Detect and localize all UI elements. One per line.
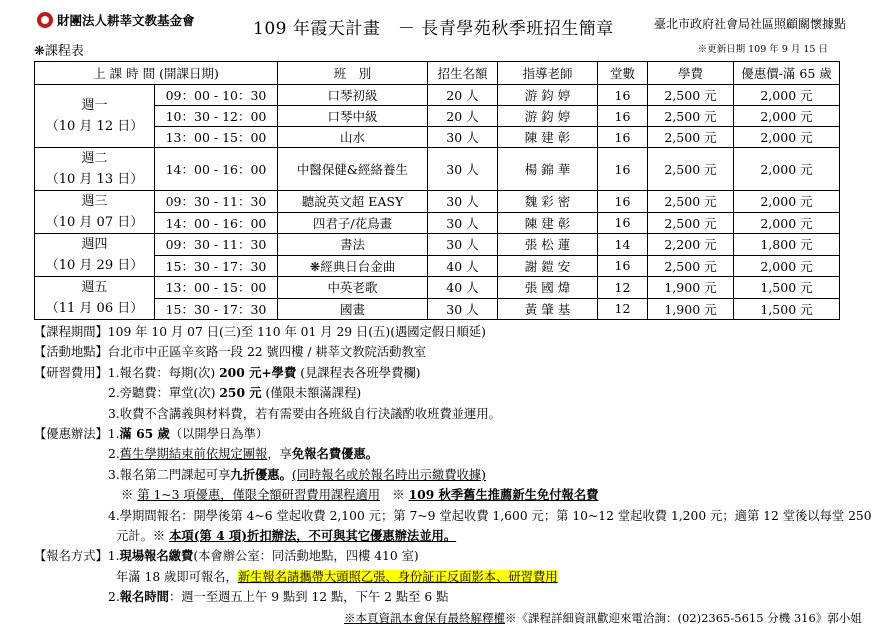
disc-3b: 九折優惠。: [230, 466, 292, 482]
updated-date: ※更新日期 109 年 9 月 15 日: [697, 44, 828, 55]
location-row: [34, 342, 854, 362]
header-class: 班 別: [278, 62, 428, 85]
header-time: 上 課 時 間 (開課日期): [35, 62, 278, 85]
cell-class: 國畫: [278, 298, 428, 320]
table-row: [35, 85, 840, 106]
location-text: 台北市中正區辛亥路一段 22 號四樓 / 耕莘文教院活動教室: [107, 345, 427, 360]
cell-fee: 2,500 元: [648, 212, 734, 234]
cell-class: 中醫保健&經絡養生: [278, 148, 428, 191]
cell-class: ❋經典日台金曲: [278, 255, 428, 277]
cell-discount: 2,000 元: [734, 255, 840, 277]
cell-discount: 2,000 元: [734, 127, 840, 148]
header-quota: 招生名額: [428, 62, 498, 85]
table-row: [35, 191, 840, 213]
fee-1a: 1.報名費：每期(次): [107, 365, 216, 380]
day-cell: [35, 234, 155, 277]
day-name: 週一: [81, 98, 108, 113]
disc-3a: 3.報名第二門課起可享: [108, 467, 231, 482]
section-title: ❋課程表: [34, 44, 84, 59]
signup-2b: 新生報名請攜帶大頭照乙張、身份証正反面影本、研習費用: [237, 569, 558, 584]
page-title: 109 年霞天計畫 － 長青學苑秋季班招生簡章: [253, 19, 614, 39]
start-date: （10 月 13 日）: [45, 172, 144, 187]
cell-fee: 2,500 元: [648, 255, 734, 277]
day-name: 週五: [81, 280, 108, 295]
cell-time: 13：00 - 15：00: [155, 277, 278, 299]
cell-class: 山水: [278, 127, 428, 148]
disc-2b: 舊生學期結束前依規定團報: [119, 447, 268, 462]
disc-2c: ，享: [267, 447, 292, 462]
disc-4b: 元計。※: [116, 529, 166, 544]
header-discount: 優惠價-滿 65 歲: [734, 62, 840, 85]
cell-discount: 2,000 元: [734, 85, 840, 106]
cell-class: 中英老歌: [278, 277, 428, 299]
cell-sessions: 16: [598, 127, 648, 148]
day-cell: [35, 191, 155, 234]
cell-fee: 2,500 元: [648, 191, 734, 213]
cell-sessions: 16: [598, 212, 648, 234]
cell-class: 口琴中級: [278, 106, 428, 127]
cell-quota: 30 人: [428, 298, 498, 320]
period-row: [34, 322, 854, 342]
cell-fee: 1,900 元: [648, 277, 734, 299]
cell-sessions: 12: [598, 277, 648, 299]
cell-class: 聽說英文超 EASY: [278, 191, 428, 213]
cell-quota: 20 人: [428, 85, 498, 106]
cell-teacher: 張 松 蓮: [498, 234, 598, 256]
cell-quota: 30 人: [428, 234, 498, 256]
signup-2a: 年滿 18 歲即可報名，: [116, 569, 238, 584]
signup-1a: 1.: [107, 549, 120, 564]
signup-label: 【報名方式】: [34, 549, 108, 564]
org-logo-icon: [37, 12, 53, 28]
cell-teacher: 謝 鎧 安: [498, 255, 598, 277]
table-row: [35, 255, 840, 277]
signup-1b: 現場報名繳費: [119, 548, 194, 564]
day-name: 週二: [81, 151, 108, 166]
cell-discount: 1,500 元: [734, 277, 840, 299]
disc-4: 4.學期間報名：開學後第 4~6 堂起收費 2,100 元；第 7~9 堂起收費 1,600 元；第 10~12 堂起收費 1,200 元；適第 12 堂後以每堂 250: [108, 508, 872, 523]
cell-sessions: 16: [598, 255, 648, 277]
disc-1b: 滿 65 歲: [119, 426, 170, 442]
org-logo: [37, 11, 195, 29]
cell-time: 13：00 - 15：00: [155, 127, 278, 148]
cell-quota: 30 人: [428, 212, 498, 234]
footer-a: ※本頁資訊本會保有最終解釋權: [344, 610, 505, 625]
disc-note-b: 第 1~3 項優惠，僅限全額研習費用課程適用: [137, 488, 381, 503]
cell-fee: 2,500 元: [648, 148, 734, 191]
cell-discount: 2,000 元: [734, 148, 840, 191]
cell-discount: 2,000 元: [734, 106, 840, 127]
disc-4c: 本項(第 4 項)折扣辦法，不可與其它優惠辦法並用。: [169, 528, 457, 544]
cell-sessions: 14: [598, 234, 648, 256]
cell-quota: 30 人: [428, 127, 498, 148]
fee-2a: 2.旁聽費：單堂(次): [108, 386, 216, 401]
cell-teacher: 張 國 煒: [498, 277, 598, 299]
cell-discount: 2,000 元: [734, 191, 840, 213]
cell-time: 10：30 - 12：00: [155, 106, 278, 127]
period-text: 109 年 10 月 07 日(三)至 110 年 01 月 29 日(五): [107, 325, 391, 339]
cell-time: 09：30 - 11：30: [155, 234, 278, 256]
fee-row-3: [34, 404, 854, 424]
cell-fee: 2,200 元: [648, 234, 734, 256]
cell-teacher: 陳 建 彰: [498, 212, 598, 234]
cell-teacher: 游 鈞 婷: [498, 106, 598, 127]
cell-quota: 40 人: [428, 277, 498, 299]
disc-3c: (同時報名或於報名時出示繳費收據): [291, 467, 486, 482]
disc-1c: （以開學日為準）: [169, 427, 269, 442]
discount-row-4: [34, 506, 872, 526]
org-logo-text: 財團法人耕莘文教基金會: [57, 13, 195, 28]
table-row: [35, 212, 840, 234]
disc-note-a: ※: [121, 488, 134, 503]
org-right-label: 臺北市政府社會局社區照顧關懷據點: [653, 17, 846, 31]
start-date: （10 月 07 日）: [45, 215, 144, 230]
day-cell: [35, 277, 155, 320]
cell-sessions: 16: [598, 106, 648, 127]
cell-teacher: 陳 建 彰: [498, 127, 598, 148]
period-note: (遇國定假日順延): [390, 325, 486, 339]
table-row: [35, 298, 840, 320]
fee-2b: 250 元: [219, 385, 262, 401]
schedule-table: [34, 61, 840, 320]
discount-note-row: [34, 485, 854, 505]
signup-3b: 報名時間: [119, 589, 169, 605]
cell-discount: 1,800 元: [734, 234, 840, 256]
discount-row-4b: [34, 526, 854, 546]
fee-label: 【研習費用】: [34, 365, 108, 380]
disc-2a: 2.: [108, 447, 120, 462]
disc-2d: 免報名費優惠。: [291, 446, 379, 462]
start-date: （10 月 29 日）: [45, 258, 144, 273]
signup-row-3: [34, 587, 854, 607]
cell-discount: 1,500 元: [734, 298, 840, 320]
cell-class: 書法: [278, 234, 428, 256]
fee-row-2: [34, 383, 854, 403]
header-sessions: 堂數: [598, 62, 648, 85]
disc-note-d: 109 秋季舊生推薦新生免付報名費: [408, 487, 599, 503]
signup-1c: (本會辦公室：同活動地點，四樓 410 室): [193, 549, 419, 564]
header-fee: 學費: [648, 62, 734, 85]
day-cell: [35, 148, 155, 191]
location-label: 【活動地點】: [34, 345, 108, 360]
discount-label: 【優惠辦法】: [34, 427, 108, 442]
fee-row-1: [34, 363, 854, 383]
footer-note: [34, 608, 862, 628]
cell-teacher: 游 鈞 婷: [498, 85, 598, 106]
table-row: [35, 106, 840, 127]
cell-time: 09：30 - 11：30: [155, 191, 278, 213]
cell-fee: 2,500 元: [648, 127, 734, 148]
fee-1c: (見課程表各班學費欄): [300, 365, 421, 380]
signup-row-1: [34, 546, 854, 566]
cell-time: 14：00 - 16：00: [155, 212, 278, 234]
period-label: 【課程期間】: [34, 325, 108, 339]
cell-quota: 30 人: [428, 148, 498, 191]
cell-quota: 30 人: [428, 191, 498, 213]
cell-sessions: 16: [598, 85, 648, 106]
cell-sessions: 16: [598, 148, 648, 191]
discount-row-1: [34, 424, 854, 444]
day-name: 週三: [81, 194, 108, 209]
signup-row-2: [34, 567, 854, 587]
footer-b: ※《課程詳細資訊歡迎來電洽詢：(02)2365-5615 分機 316》郭小姐: [505, 610, 862, 625]
signup-3a: 2.: [108, 590, 120, 605]
fee-1b: 200 元+學費: [219, 364, 297, 380]
table-row: [35, 277, 840, 299]
cell-fee: 2,500 元: [648, 106, 734, 127]
cell-quota: 40 人: [428, 255, 498, 277]
cell-teacher: 黃 肇 基: [498, 298, 598, 320]
cell-quota: 20 人: [428, 106, 498, 127]
page-header: [0, 0, 889, 58]
cell-discount: 2,000 元: [734, 212, 840, 234]
start-date: （10 月 12 日）: [45, 119, 144, 134]
disc-note-c: ※: [392, 488, 405, 503]
fee-2c: (僅限未額滿課程): [265, 386, 362, 401]
signup-3c: ：週一至週五上午 9 點到 12 點，下午 2 點至 6 點: [168, 590, 449, 605]
table-row: [35, 148, 840, 191]
discount-row-2: [34, 444, 854, 464]
cell-class: 四君子/花鳥畫: [278, 212, 428, 234]
header-teacher: 指導老師: [498, 62, 598, 85]
cell-time: 14：00 - 16：00: [155, 148, 278, 191]
cell-fee: 2,500 元: [648, 85, 734, 106]
disc-1a: 1.: [107, 427, 120, 442]
table-row: [35, 127, 840, 148]
info-section: [34, 322, 872, 628]
cell-class: 口琴初級: [278, 85, 428, 106]
cell-fee: 1,900 元: [648, 298, 734, 320]
cell-time: 09：00 - 10：30: [155, 85, 278, 106]
cell-teacher: 楊 錦 華: [498, 148, 598, 191]
fee-3: 3.收費不含講義與材料費，若有需要由各班級自行決議酌收班費並運用。: [108, 406, 501, 421]
start-date: （11 月 06 日）: [45, 301, 144, 316]
discount-row-3: [34, 465, 854, 485]
cell-sessions: 12: [598, 298, 648, 320]
cell-time: 15：30 - 17：30: [155, 298, 278, 320]
cell-teacher: 魏 彩 密: [498, 191, 598, 213]
day-cell: [35, 85, 155, 148]
table-header-row: [35, 62, 840, 85]
table-row: [35, 234, 840, 256]
cell-time: 15：30 - 17：30: [155, 255, 278, 277]
day-name: 週四: [81, 237, 108, 252]
cell-sessions: 16: [598, 191, 648, 213]
